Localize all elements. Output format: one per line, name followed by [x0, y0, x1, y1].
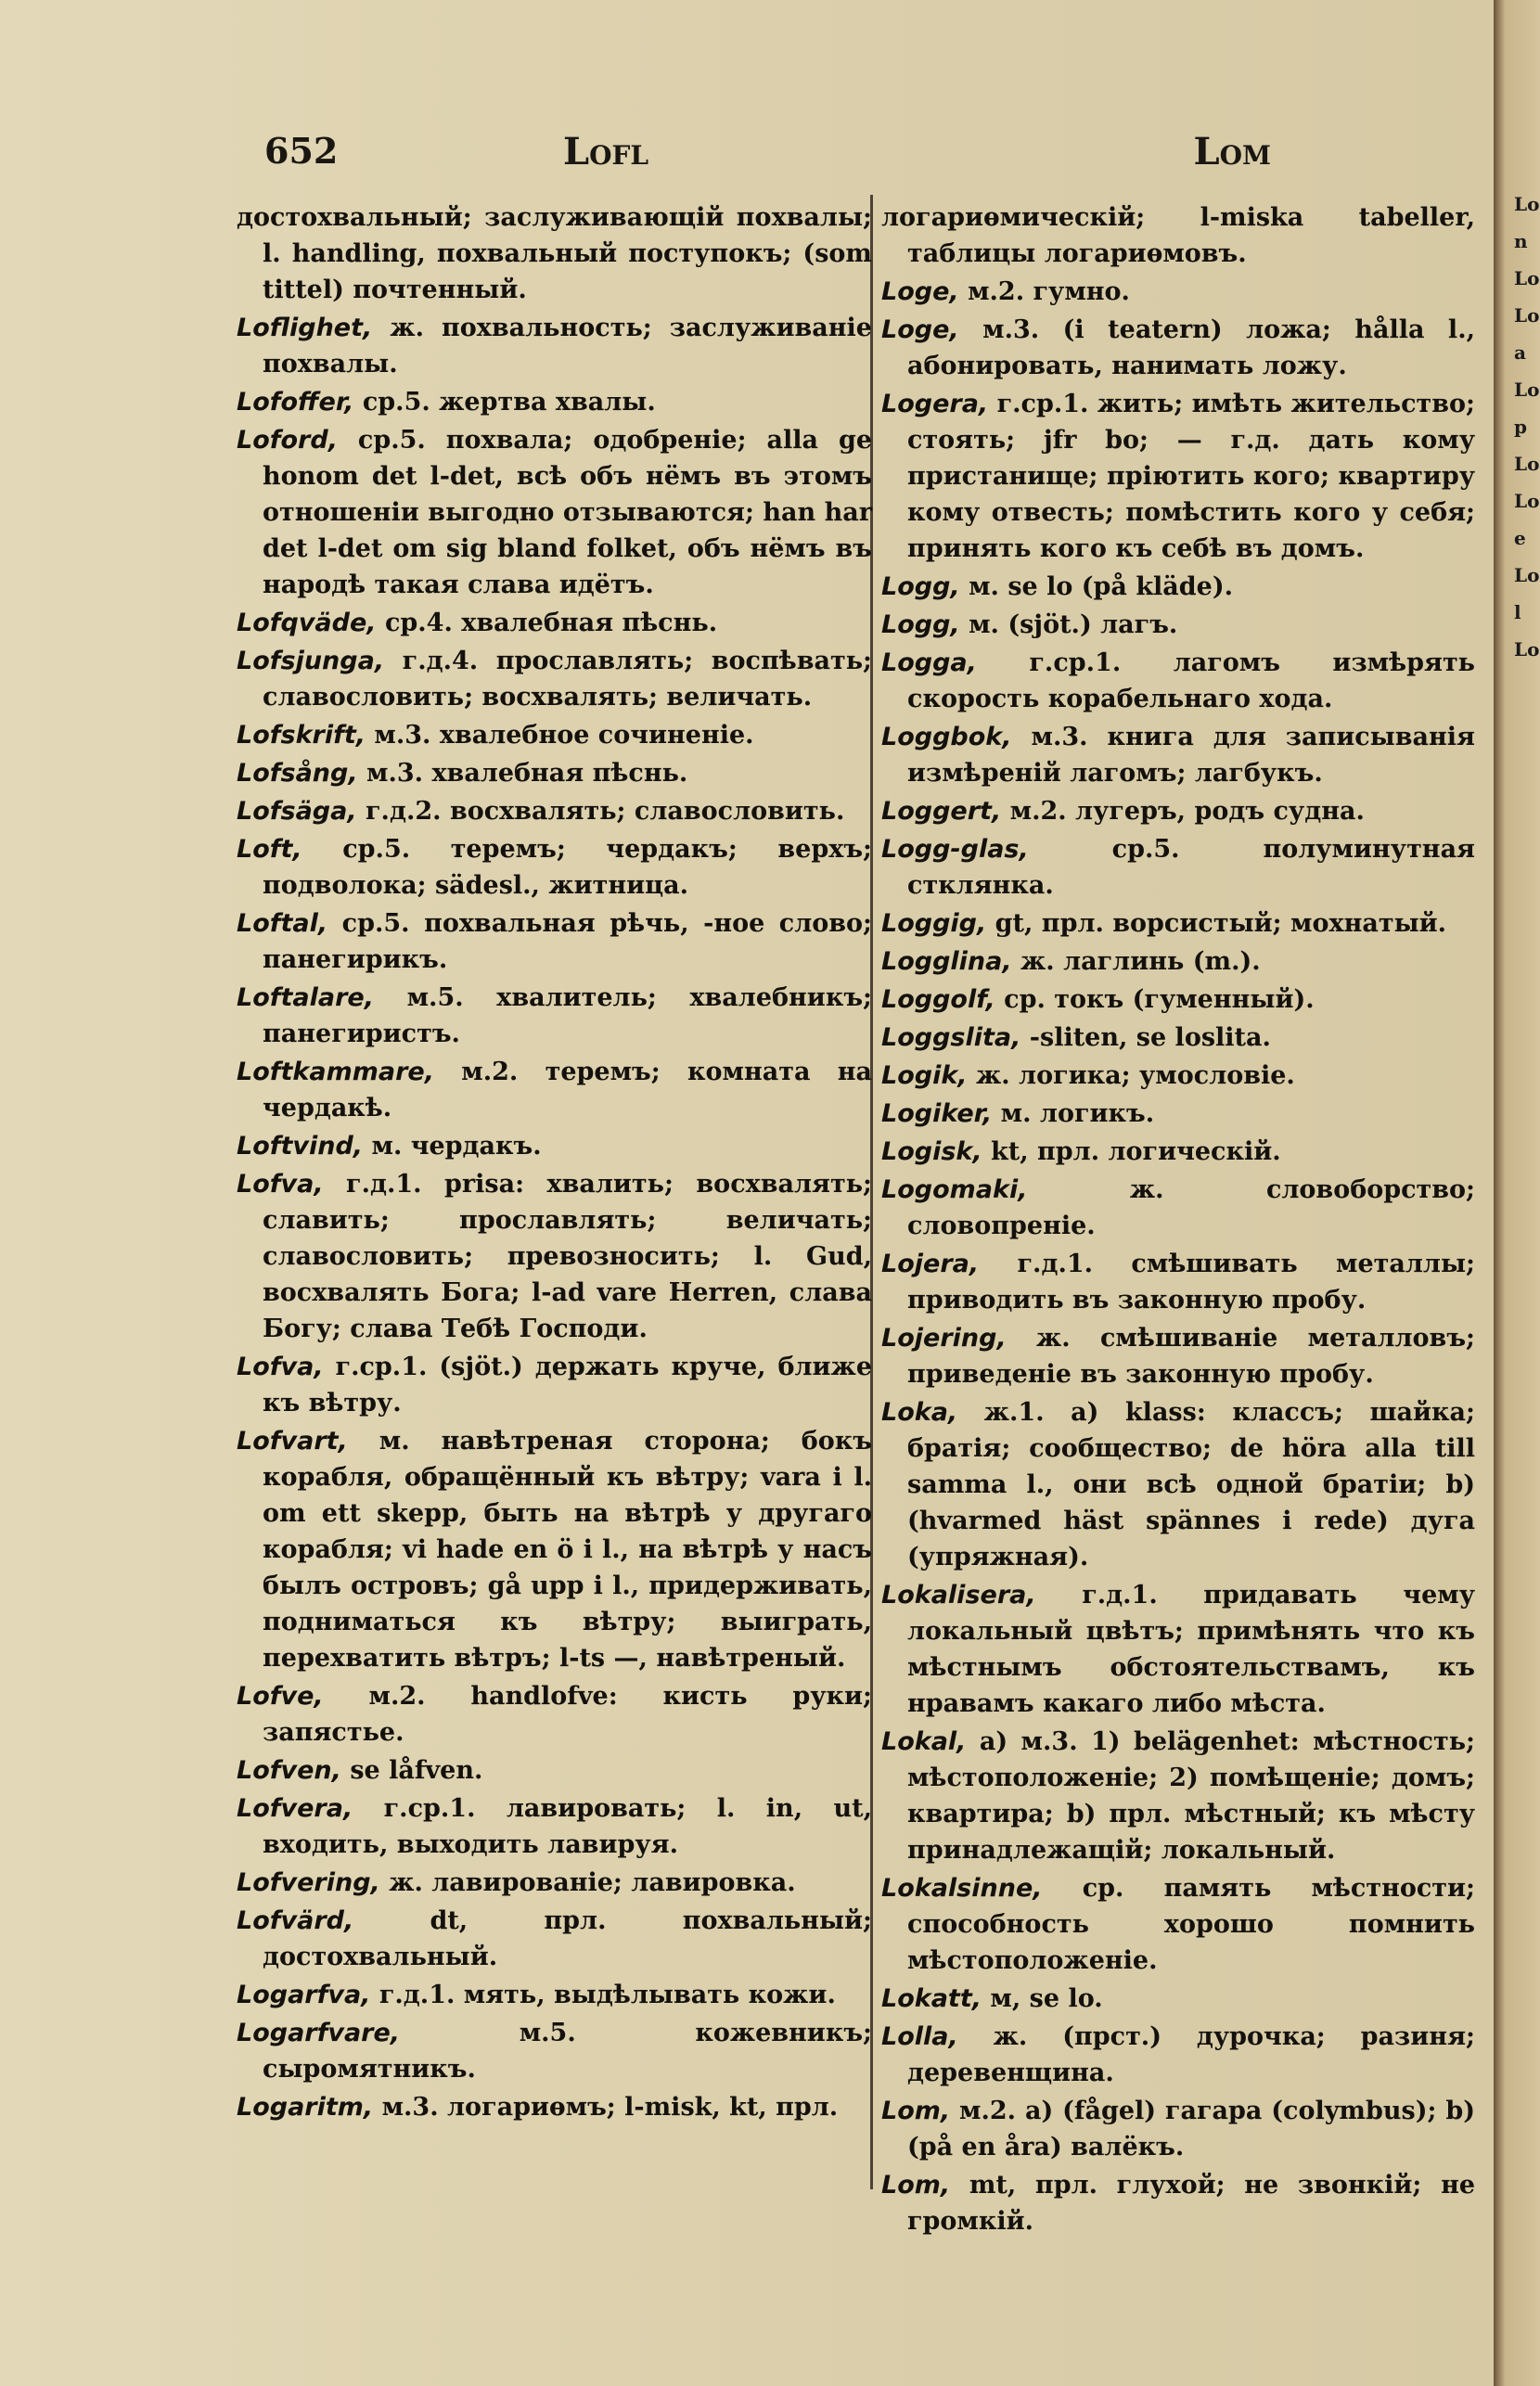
- dictionary-entry: [237, 2015, 872, 2087]
- entry-headword: Lom,: [881, 2171, 951, 2200]
- dictionary-entry: [881, 1320, 1475, 1392]
- dictionary-entry: [237, 643, 872, 715]
- entry-headword: Lofsäga,: [237, 797, 357, 826]
- dictionary-entry: [881, 905, 1475, 942]
- entry-headword: Logik,: [881, 1061, 968, 1090]
- entry-definition: ж.1. a) klass: классъ; шайка; братія; сообщество; de höra alla till samma l., они всѣ одной братіи; b) (hvarmed häst spännes i rede) дуга (упряжная).: [907, 1398, 1475, 1571]
- dictionary-entry: [237, 2089, 872, 2125]
- entry-headword: Logg,: [881, 610, 960, 639]
- entry-definition: г.ср.1. (sjöt.) держать круче, ближе къ вѣтру.: [263, 1353, 873, 1417]
- entry-headword: Lokatt,: [881, 1984, 982, 2013]
- dictionary-entry: [881, 943, 1475, 980]
- entry-definition: ср.5. жертва хвалы.: [362, 388, 656, 417]
- entry-headword: Loggert,: [881, 797, 1002, 826]
- entry-definition: м.2. гумно.: [968, 277, 1130, 306]
- entry-headword: Lofoffer,: [237, 388, 354, 417]
- entry-headword: Logga,: [881, 648, 977, 677]
- entry-headword: Lofve,: [237, 1682, 324, 1711]
- entry-definition: ср. токъ (гуменный).: [1004, 985, 1315, 1014]
- dictionary-entry: [881, 2167, 1475, 2239]
- left-column: [237, 199, 872, 2127]
- neighbor-page-text: Lo n Lo Lo a Lo p Lo Lo e Lo l Lo: [1514, 193, 1540, 661]
- entry-definition: г.ср.1. лагомъ измѣрять скорость корабельнаго хода.: [907, 648, 1475, 713]
- dictionary-entry: [237, 1752, 872, 1789]
- dictionary-entry: [237, 1977, 872, 2013]
- entry-definition: se låfven.: [350, 1756, 483, 1785]
- entry-headword: Logisk,: [881, 1137, 982, 1166]
- entry-headword: Lokal,: [881, 1727, 967, 1756]
- entry-headword: Loftalare,: [237, 983, 374, 1012]
- dictionary-entry: [237, 1349, 872, 1421]
- entry-definition: г.ср.1. лавировать; l. in, ut, входить, выходить лавируя.: [263, 1794, 872, 1859]
- entry-headword: Loft,: [237, 835, 302, 864]
- entry-headword: Lofva,: [237, 1353, 324, 1381]
- entry-definition: г.ср.1. жить; имѣть жительство; стоять; jfr bo; — г.д. дать кому пристанище; пріютить кого; квартиру кому отвесть; помѣстить кого у себя; принять кого къ себѣ въ домъ.: [907, 390, 1475, 563]
- entry-headword: Lofvering,: [237, 1868, 380, 1897]
- dictionary-entry: [237, 1166, 872, 1347]
- entry-definition: ж. (прст.) дурочка; разиня; деревенщина.: [907, 2022, 1475, 2087]
- entry-headword: Lojera,: [881, 1250, 980, 1278]
- dictionary-entry: [881, 1020, 1475, 1056]
- entry-headword: Lom,: [881, 2097, 951, 2125]
- dictionary-entry: [237, 1054, 872, 1126]
- dictionary-entry: [237, 605, 872, 641]
- entry-definition: м.2. теремъ; комната на чердакѣ.: [263, 1058, 872, 1122]
- entry-headword: Lofvera,: [237, 1794, 353, 1823]
- entry-headword: Logg-glas,: [881, 835, 1029, 864]
- entry-headword: Loka,: [881, 1398, 958, 1427]
- dictionary-entry: [237, 793, 872, 829]
- dictionary-entry: [237, 755, 872, 791]
- dictionary-entry: [237, 384, 872, 420]
- entry-headword: Loftal,: [237, 909, 328, 938]
- entry-definition: м.3. книга для записыванія измѣреній лагомъ; лагбукъ.: [907, 723, 1475, 788]
- dictionary-entry: [237, 422, 872, 603]
- entry-headword: Logg,: [881, 572, 960, 601]
- neighbor-page-edge: [1494, 0, 1540, 2386]
- dictionary-entry: [237, 980, 872, 1052]
- dictionary-entry: [237, 1865, 872, 1901]
- entry-definition: gt, прл. ворсистый; мохнатый.: [995, 909, 1447, 938]
- entry-definition: м.3. (i teatern) ложа; hålla l., абонировать, нанимать ложу.: [907, 315, 1475, 380]
- dictionary-entry: [881, 2093, 1475, 2165]
- entry-headword: Lofven,: [237, 1756, 341, 1785]
- dictionary-entry: [881, 831, 1475, 904]
- dictionary-entry: [881, 1134, 1475, 1170]
- dictionary-entry: [881, 1172, 1475, 1244]
- entry-headword: Lofqväde,: [237, 609, 377, 637]
- entry-headword: Loftvind,: [237, 1132, 364, 1161]
- dictionary-entry: [881, 645, 1475, 717]
- entry-definition: ж. логика; умословіе.: [975, 1061, 1295, 1090]
- entry-definition: г.д.4. прославлять; воспѣвать; славословить; восхвалять; величать.: [263, 647, 872, 712]
- dictionary-entry: [237, 199, 872, 308]
- dictionary-entry: [881, 1724, 1475, 1868]
- entry-definition: ср. память мѣстности; способность хорошо помнить мѣстоположеніе.: [907, 1874, 1475, 1975]
- entry-headword: Loggolf,: [881, 985, 995, 1014]
- dictionary-entry: [881, 607, 1475, 643]
- entry-headword: Loggslita,: [881, 1023, 1021, 1052]
- entry-headword: Logiker,: [881, 1099, 993, 1128]
- entry-definition: г.д.1. придавать чему локальный цвѣтъ; примѣнять что къ мѣстнымъ обстоятельствамъ, къ нравамъ какаго либо мѣста.: [907, 1581, 1475, 1718]
- entry-headword: Logera,: [881, 390, 989, 418]
- entry-definition: ж. словоборство; словопреніе.: [907, 1175, 1476, 1240]
- entry-headword: Loggig,: [881, 909, 987, 938]
- entry-definition: ж. похвальность; заслуживаніе похвалы.: [263, 314, 872, 378]
- entry-definition: м.3. хвалебное сочиненіе.: [374, 721, 754, 750]
- dictionary-entry: [237, 905, 872, 978]
- entry-definition: ср.4. хвалебная пѣснь.: [384, 609, 718, 637]
- entry-definition: м. (sjöt.) лагъ.: [969, 610, 1178, 639]
- entry-definition: м.5. хвалитель; хвалебникъ; панегиристъ.: [263, 983, 872, 1048]
- entry-headword: Lofsjunga,: [237, 647, 385, 675]
- entry-definition: mt, прл. глухой; не звонкій; не громкій.: [907, 2171, 1476, 2236]
- entry-headword: Logaritm,: [237, 2093, 374, 2122]
- dictionary-entry: [881, 1577, 1475, 1722]
- dictionary-entry: [881, 719, 1475, 791]
- entry-definition: достохвальный; заслуживающій похвалы; l. handling, похвальный поступокъ; (som tittel) почтенный.: [237, 203, 872, 304]
- dictionary-entry: [881, 1870, 1475, 1979]
- entry-headword: Loftkammare,: [237, 1058, 434, 1086]
- dictionary-entry: [881, 386, 1475, 567]
- entry-definition: г.д.1. мять, выдѣлывать кожи.: [379, 1981, 836, 2009]
- entry-definition: ср.5. похвальная рѣчь, -ное слово; панегирикъ.: [263, 909, 873, 974]
- dictionary-entry: [881, 1096, 1475, 1132]
- right-running-headword: Lom: [1193, 130, 1271, 173]
- entry-headword: Lofsång,: [237, 759, 358, 788]
- entry-definition: м.2. a) (fågel) гагара (colymbus); b) (på en åra) валёкъ.: [907, 2097, 1475, 2162]
- entry-headword: Logglina,: [881, 947, 1012, 976]
- entry-headword: Lofskrift,: [237, 721, 366, 750]
- entry-headword: Lojering,: [881, 1324, 1007, 1353]
- entry-definition: г.д.1. смѣшивать металлы; приводить въ законную пробу.: [907, 1250, 1475, 1315]
- entry-definition: м.3. хвалебная пѣснь.: [366, 759, 688, 788]
- dictionary-entry: [237, 1423, 872, 1676]
- entry-headword: Loford,: [237, 426, 338, 455]
- entry-headword: Lofvart,: [237, 1427, 348, 1456]
- entry-definition: ж. смѣшиваніе металловъ; приведеніе въ законную пробу.: [907, 1324, 1475, 1389]
- dictionary-entry: [237, 1128, 872, 1164]
- dictionary-entry: [881, 793, 1475, 829]
- dictionary-entry: [881, 2019, 1475, 2091]
- dictionary-entry: [237, 1678, 872, 1751]
- entry-headword: Lofvärd,: [237, 1906, 354, 1935]
- dictionary-entry: [237, 717, 872, 753]
- entry-headword: Lokalisera,: [881, 1581, 1036, 1610]
- entry-definition: м. логикъ.: [1000, 1099, 1155, 1128]
- entry-definition: м.2. лугеръ, родъ судна.: [1009, 797, 1365, 826]
- dictionary-entry: [237, 1903, 872, 1975]
- entry-headword: Lofva,: [237, 1170, 324, 1199]
- entry-headword: Logarfva,: [237, 1981, 371, 2009]
- entry-definition: dt, прл. похвальный; достохвальный.: [263, 1906, 873, 1971]
- entry-definition: ср.5. полуминутная стклянка.: [907, 835, 1476, 900]
- dictionary-entry: [881, 569, 1475, 605]
- entry-definition: kt, прл. логическій.: [991, 1137, 1281, 1166]
- entry-definition: логариѳмическій; l-miska tabeller, таблицы логариѳмовъ.: [881, 203, 1475, 268]
- entry-headword: Loflighet,: [237, 314, 373, 342]
- entry-definition: м. чердакъ.: [371, 1132, 542, 1161]
- entry-definition: ж. лаглинь (m.).: [1020, 947, 1261, 976]
- running-header: [264, 130, 1271, 186]
- entry-definition: г.д.2. восхвалять; славословить.: [366, 797, 845, 826]
- dictionary-entry: [881, 1246, 1475, 1318]
- dictionary-entry: [881, 274, 1475, 310]
- entry-headword: Lokalsinne,: [881, 1874, 1043, 1903]
- dictionary-entry: [237, 1790, 872, 1863]
- entry-headword: Loge,: [881, 277, 959, 306]
- dictionary-entry: [881, 1058, 1475, 1094]
- dictionary-entry: [237, 831, 872, 904]
- entry-definition: ср.5. теремъ; чердакъ; верхъ; подволока; sädesl., житница.: [263, 835, 872, 900]
- entry-definition: м. se lo (på kläde).: [969, 572, 1234, 601]
- dictionary-entry: [881, 312, 1475, 384]
- entry-headword: Loge,: [881, 315, 959, 344]
- dictionary-entry: [881, 1394, 1475, 1575]
- entry-definition: ж. лавированіе; лавировка.: [389, 1868, 796, 1897]
- left-running-headword: Lofl: [563, 130, 649, 173]
- entry-definition: a) м.3. 1) belägenhet: мѣстность; мѣстоположеніе; 2) помѣщеніе; домъ; квартира; b) прл. мѣстный; къ мѣсту принадлежащій; локальный.: [907, 1727, 1475, 1865]
- entry-headword: Lolla,: [881, 2022, 958, 2051]
- entry-definition: -sliten, se loslita.: [1029, 1023, 1271, 1052]
- dictionary-entry: [881, 1981, 1475, 2017]
- dictionary-entry: [237, 310, 872, 382]
- dictionary-entry: [881, 981, 1475, 1018]
- right-column: [881, 199, 1475, 2241]
- dictionary-entry: [881, 199, 1475, 272]
- entry-definition: м. навѣтреная сторона; бокъ корабля, обращённый къ вѣтру; vara i l. om ett skepp, быть на вѣтрѣ у другаго корабля; vi hade en ö i l., на вѣтрѣ у насъ былъ островъ; gå upp i l., придерживать, подниматься къ вѣтру; выиграть, перехватить вѣтръ; l-ts —, навѣтреный.: [263, 1427, 872, 1673]
- entry-headword: Logarfvare,: [237, 2019, 401, 2047]
- entry-headword: Loggbok,: [881, 723, 1012, 751]
- entry-definition: г.д.1. prisa: хвалить; восхвалять; славить; прославлять; величать; славословить; превозносить; l. Gud, восхвалять Бога; l-ad vare Herren, слава Богу; слава Тебѣ Господи.: [263, 1170, 872, 1343]
- entry-headword: Logomaki,: [881, 1175, 1028, 1204]
- entry-definition: м.5. кожевникъ; сыромятникъ.: [263, 2019, 872, 2084]
- entry-definition: м.2. handlofve: кисть руки; запястье.: [263, 1682, 873, 1747]
- entry-definition: м, se lo.: [990, 1984, 1103, 2013]
- page-number: 652: [264, 130, 339, 172]
- entry-definition: ср.5. похвала; одобреніе; alla ge honom det l-det, всѣ объ нёмъ въ этомъ отношеніи выгодно отзываются; han har det l-det om sig bland folket, объ нёмъ въ народѣ такая слава идётъ.: [263, 426, 872, 599]
- entry-definition: м.3. логариѳмъ; l-misk, kt, прл.: [381, 2093, 839, 2122]
